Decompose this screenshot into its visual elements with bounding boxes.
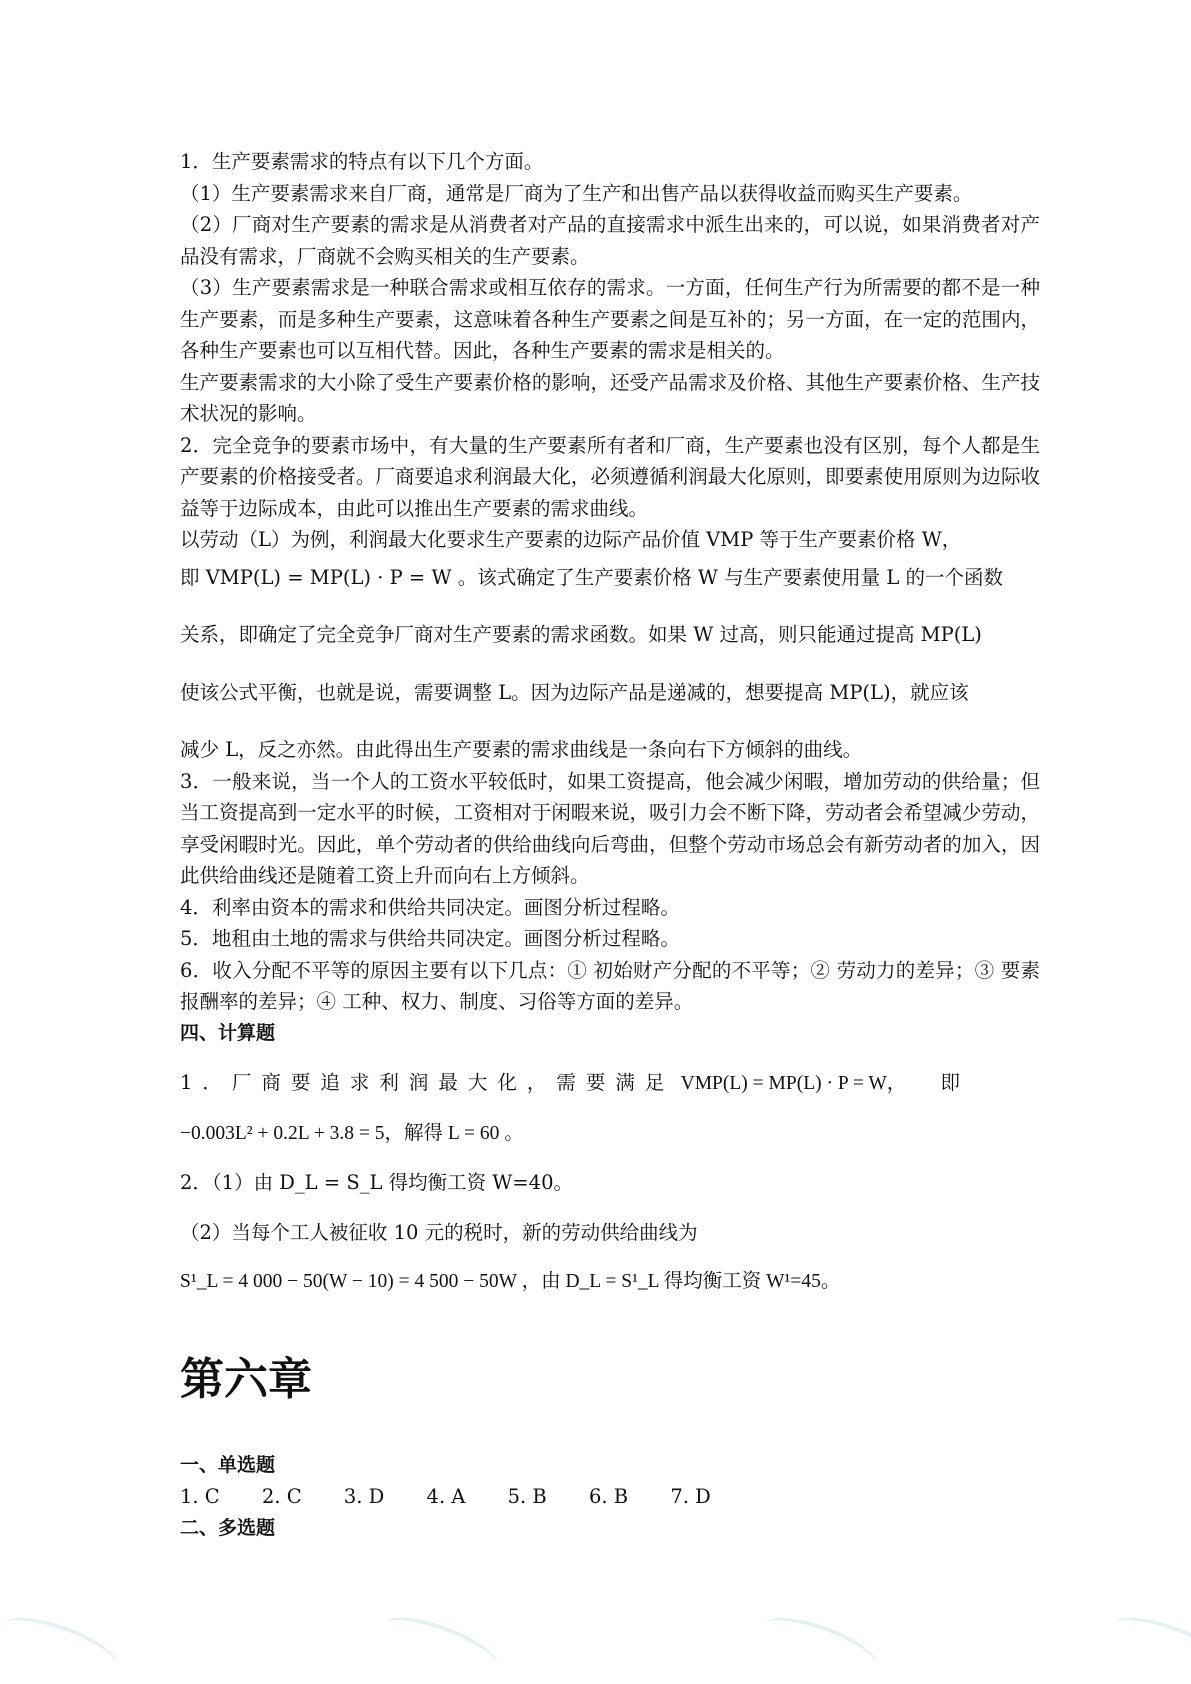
watermark-mark-2 (377, 1607, 503, 1684)
calc-1-equation: VMP(L) = MP(L) · P = W， (680, 1073, 907, 1094)
para-6: 2．完全竞争的要素市场中，有大量的生产要素所有者和厂商，生产要素也没有区别，每个人都是生产要素的价格接受者。厂商要追求利润最大化，必须遵循利润最大化原则，即要素使用原则为边际收益等于边际成本，由此可以推出生产要素的需求曲线。 (180, 433, 1040, 520)
answer-7: 7. D (670, 1485, 711, 1508)
para-11: 减少 L，反之亦然。由此得出生产要素的需求曲线是一条向右下方倾斜的曲线。 (180, 738, 863, 761)
watermark-mark-3 (757, 1607, 883, 1684)
para-2: （1）生产要素需求来自厂商，通常是厂商为了生产和出售产品以获得收益而购买生产要素。 (180, 181, 973, 205)
para-3: （2）厂商对生产要素的需求是从消费者对产品的直接需求中派生出来的，可以说，如果消费者对产品没有需求，厂商就不会购买相关的生产要素。 (180, 213, 1040, 268)
section-heading-multi-choice: 二、多选题 (180, 1516, 276, 1539)
answer-2: 2. C (261, 1485, 302, 1508)
calc-1-tail: 即 (940, 1071, 961, 1094)
para-5: 生产要素需求的大小除了受生产要素价格的影响，还受产品需求及价格、其他生产要素价格、生产技术状况的影响。 (180, 370, 1040, 425)
para-1: 1．生产要素需求的特点有以下几个方面。 (180, 150, 544, 173)
calc-1-text: 1．厂商要追求利润最大化，需要满足 (180, 1071, 675, 1094)
watermark-mark-1 (0, 1607, 123, 1684)
para-8: 即 VMP(L) = MP(L) · P = W 。该式确定了生产要素价格 W 与生产要素使用量 L 的一个函数 (180, 565, 1003, 589)
calc-4: （2）当每个工人被征收 10 元的税时，新的劳动供给曲线为 (180, 1220, 698, 1244)
section-heading-single-choice: 一、单选题 (180, 1453, 276, 1476)
para-14: 5．地租由土地的需求与供给共同决定。画图分析过程略。 (180, 927, 680, 950)
para-13: 4．利率由资本的需求和供给共同决定。画图分析过程略。 (180, 895, 680, 919)
watermark-mark-4 (1107, 1607, 1191, 1684)
answer-5: 5. B (507, 1485, 547, 1508)
para-9: 关系，即确定了完全竞争厂商对生产要素的需求函数。如果 W 过高，则只能通过提高 MP(L) (180, 623, 982, 646)
para-15: 6．收入分配不平等的原因主要有以下几点：① 初始财产分配的不平等；② 劳动力的差异；③ 要素报酬率的差异；④ 工种、权力、制度、习俗等方面的差异。 (180, 958, 1040, 1013)
answer-1: 1. C (180, 1485, 220, 1508)
para-7: 以劳动（L）为例，利润最大化要求生产要素的边际产品价值 VMP 等于生产要素价格 W， (180, 528, 962, 551)
answer-3: 3. D (343, 1485, 385, 1508)
section-heading-calc: 四、计算题 (180, 1021, 276, 1044)
answer-4: 4. A (426, 1485, 466, 1508)
answer-list (180, 1481, 1040, 1513)
chapter-title: 第六章 (180, 1353, 312, 1405)
answer-6: 6. B (588, 1485, 629, 1508)
para-10: 使该公式平衡，也就是说，需要调整 L。因为边际产品是递减的，想要提高 MP(L)，就应该 (180, 680, 969, 704)
document-page (180, 146, 1040, 1544)
calc-2: −0.003L² + 0.2L + 3.8 = 5，解得 L = 60 。 (180, 1122, 524, 1144)
calc-1 (180, 1067, 1040, 1100)
calc-5: S¹_L = 4 000 − 50(W − 10) = 4 500 − 50W ，由 D_L = S¹_L 得均衡工资 W¹=45。 (180, 1271, 841, 1292)
para-4: （3）生产要素需求是一种联合需求或相互依存的需求。一方面，任何生产行为所需要的都不是一种生产要素，而是多种生产要素，这意味着各种生产要素之间是互补的；另一方面，在一定的范围内，各种生产要素也可以互相代替。因此，各种生产要素的需求是相关的。 (180, 276, 1040, 362)
calc-3: 2．（1）由 D_L = S_L 得均衡工资 W=40。 (180, 1171, 573, 1194)
para-12: 3．一般来说，当一个人的工资水平较低时，如果工资提高，他会减少闲暇，增加劳动的供给量；但当工资提高到一定水平的时候，工资相对于闲暇来说，吸引力会不断下降，劳动者会希望减少劳动，享受闲暇时光。因此，单个劳动者的供给曲线向后弯曲，但整个劳动市场总会有新劳动者的加入，因此供给曲线还是随着工资上升而向右上方倾斜。 (180, 769, 1040, 887)
